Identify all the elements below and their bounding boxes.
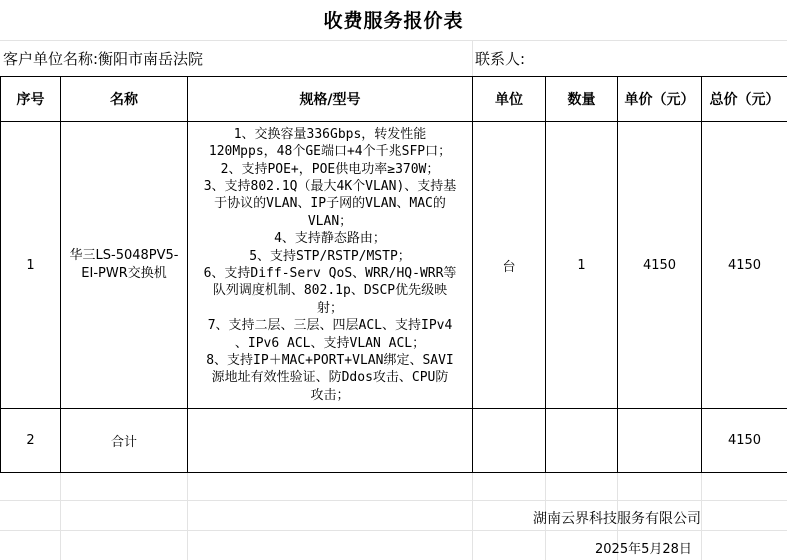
header-unit[interactable]: 单位 — [473, 77, 546, 122]
spec-line: 6、支持Diff-Serv QoS、WRR/HQ-WRR等 — [203, 266, 457, 281]
header-qty[interactable]: 数量 — [546, 77, 618, 122]
spec-line: 队列调度机制、802.1p、DSCP优先级映 — [212, 283, 448, 299]
quote-date: 2025年5月28日 — [595, 542, 692, 557]
cell-qty[interactable]: 1 — [546, 122, 618, 409]
cell-index[interactable]: 2 — [1, 409, 61, 473]
cell-total-price[interactable]: 4150 — [702, 122, 787, 409]
contact-label: 联系人: — [475, 50, 526, 68]
cell-empty[interactable] — [618, 409, 702, 473]
customer-label: 客户单位名称:衡阳市南岳法院 — [3, 50, 204, 68]
header-name[interactable]: 名称 — [61, 77, 188, 122]
spec-line: 4、支持静态路由； — [274, 231, 386, 247]
sheet-title: 收费服务报价表 — [323, 10, 464, 32]
grid-line — [472, 40, 473, 76]
product-name-line: EI-PWR交换机 — [81, 266, 167, 281]
table-row-total — [1, 409, 787, 473]
table-header-row — [1, 77, 787, 122]
spec-line: 源地址有效性验证、防Ddos攻击、CPU防 — [211, 370, 449, 386]
cell-empty[interactable] — [473, 409, 546, 473]
cell-grand-total[interactable]: 4150 — [702, 409, 787, 473]
spec-line: VLAN； — [307, 213, 353, 229]
grid-line — [472, 472, 473, 560]
grid-line — [0, 530, 787, 531]
grid-line — [187, 472, 188, 560]
spec-line: 7、支持二层、三层、四层ACL、支持IPv4 — [207, 318, 453, 334]
cell-product-name[interactable] — [61, 122, 188, 409]
header-index[interactable]: 序号 — [1, 77, 61, 122]
cell-unit[interactable]: 台 — [473, 122, 546, 409]
grid-line — [0, 500, 787, 501]
grid-line — [60, 472, 61, 560]
cell-total-label[interactable]: 合计 — [61, 409, 188, 473]
spec-line: 2、支持POE+，POE供电功率≥370W； — [220, 161, 440, 177]
cell-empty[interactable] — [188, 409, 473, 473]
spec-line: 120Mpps，48个GE端口+4个千兆SFP口； — [208, 144, 452, 160]
spec-line: 1、交换容量336Gbps，转发性能 — [233, 126, 427, 142]
spec-line: 8、支持IP＋MAC+PORT+VLAN绑定、SAVI — [206, 353, 454, 369]
cell-unit-price[interactable]: 4150 — [618, 122, 702, 409]
spec-line: 3、支持802.1Q（最大4K个VLAN)、支持基 — [203, 178, 457, 194]
header-total-price[interactable]: 总价（元） — [702, 77, 787, 122]
quote-table — [0, 76, 787, 473]
cell-spec[interactable] — [188, 122, 473, 409]
product-name-line: 华三LS-5048PV5- — [69, 248, 179, 263]
header-spec[interactable]: 规格/型号 — [188, 77, 473, 122]
spec-line: 射； — [316, 300, 343, 316]
spec-line: 、IPv6 ACL、支持VLAN ACL； — [234, 335, 426, 351]
cell-index[interactable]: 1 — [1, 122, 61, 409]
cell-empty[interactable] — [546, 409, 618, 473]
header-unit-price[interactable]: 单价（元） — [618, 77, 702, 122]
spec-line: 攻击； — [310, 387, 350, 403]
grid-line — [0, 40, 787, 41]
company-name: 湖南云界科技服务有限公司 — [533, 511, 701, 527]
grid-line — [701, 472, 702, 560]
spec-line: 于协议的VLAN、IP子网的VLAN、MAC的 — [214, 196, 446, 212]
table-row — [1, 122, 787, 409]
spec-line: 5、支持STP/RSTP/MSTP； — [249, 248, 411, 264]
